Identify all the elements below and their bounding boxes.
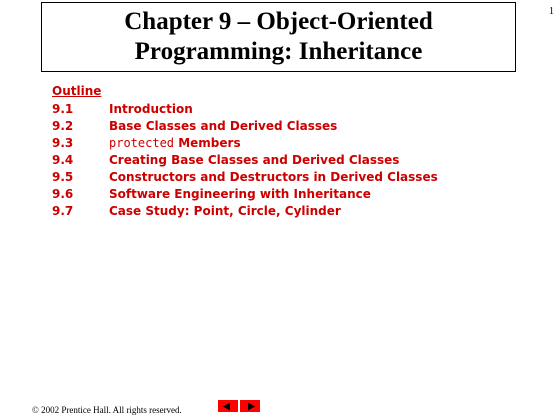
outline-item — [52, 151, 438, 168]
outline-item-number: 9.5 — [52, 169, 74, 184]
outline-item — [52, 117, 438, 134]
prev-slide-button[interactable] — [218, 400, 238, 412]
slide-navigation — [218, 400, 260, 412]
outline-item-text: Software Engineering with Inheritance — [109, 186, 371, 201]
outline-item-text: Case Study: Point, Circle, Cylinder — [109, 203, 341, 218]
title-box — [41, 2, 516, 72]
outline-item-text: Creating Base Classes and Derived Classes — [109, 152, 400, 167]
outline-item-code: protected — [109, 135, 175, 150]
left-arrow-icon — [222, 402, 234, 411]
page-number: 1 — [549, 6, 554, 17]
outline-item-number: 9.7 — [52, 203, 74, 218]
outline-item-number: 9.1 — [52, 101, 74, 116]
slide-title-line1: Chapter 9 – Object-Oriented — [124, 8, 433, 35]
outline-item — [52, 134, 438, 151]
outline-heading: Outline — [52, 84, 102, 98]
outline-item — [52, 185, 438, 202]
outline-item-number: 9.6 — [52, 186, 74, 201]
outline-item-text: Base Classes and Derived Classes — [109, 118, 338, 133]
slide-title-line2: Programming: Inheritance — [134, 38, 423, 65]
outline-item-number: 9.2 — [52, 118, 74, 133]
outline-item-text: Constructors and Destructors in Derived Classes — [109, 169, 438, 184]
outline-item-number: 9.4 — [52, 152, 74, 167]
outline-item-text: Introduction — [109, 101, 193, 116]
outline-item-text: Members — [174, 135, 241, 150]
right-arrow-icon — [244, 402, 256, 411]
outline-item — [52, 100, 438, 117]
outline-item-number: 9.3 — [52, 135, 74, 150]
copyright-notice: © 2002 Prentice Hall. All rights reserved. — [32, 405, 182, 415]
next-slide-button[interactable] — [240, 400, 260, 412]
outline — [52, 82, 438, 219]
outline-item-text-group — [109, 136, 241, 150]
outline-item — [52, 202, 438, 219]
outline-item — [52, 168, 438, 185]
